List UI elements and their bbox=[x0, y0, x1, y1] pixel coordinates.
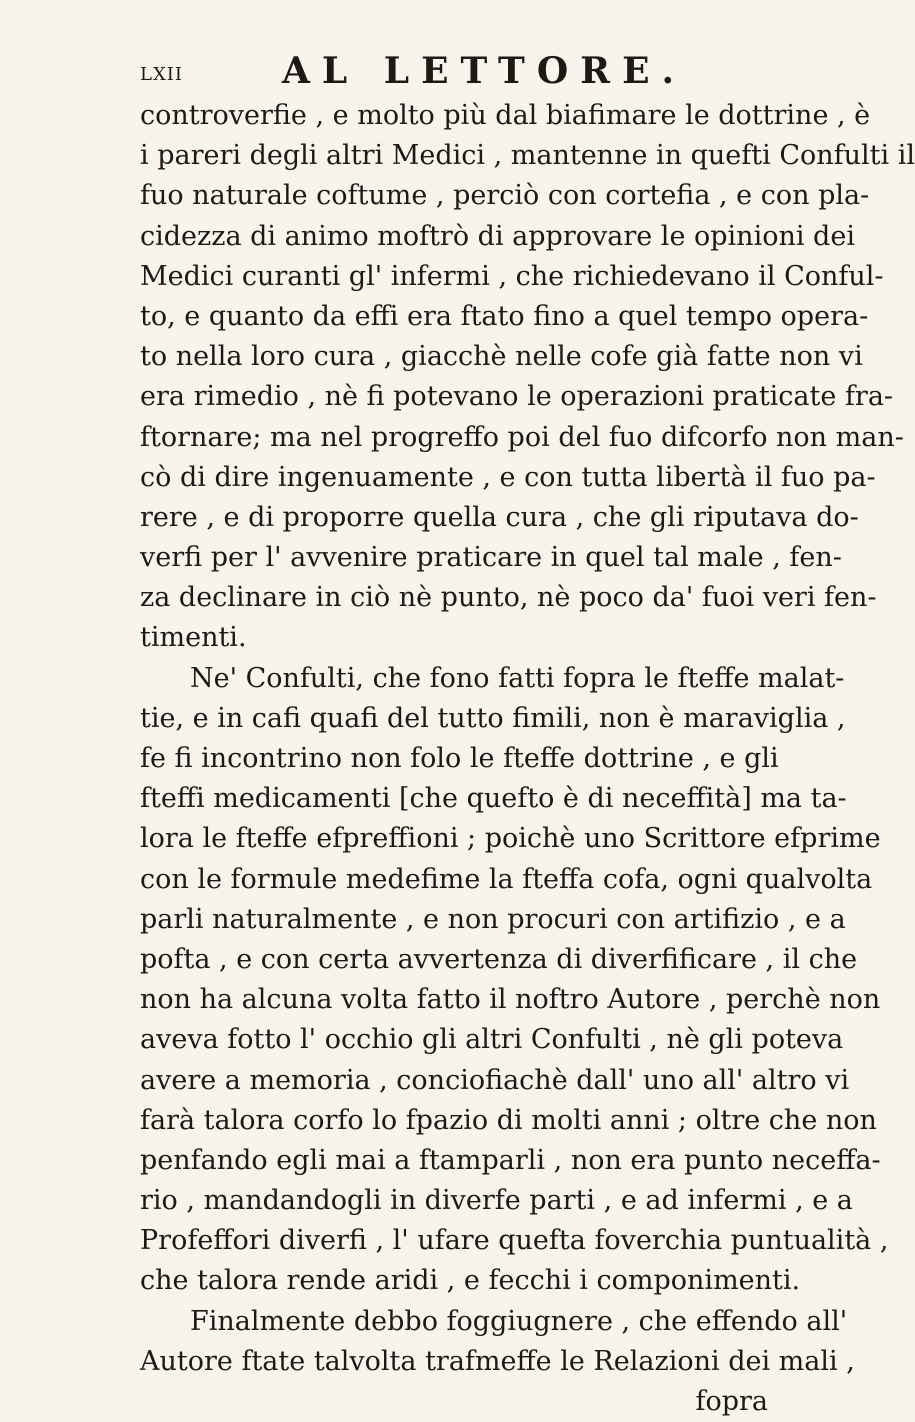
text-line: Medici curanti gl' infermi , che richiedevano il Conful- bbox=[140, 260, 884, 292]
text-line: farà talora corfo lo fpazio di molti anni ; oltre che non bbox=[140, 1104, 877, 1136]
paragraph-start: Ne' Confulti, che fono fatti fopra le fteffe malat- bbox=[190, 662, 845, 694]
text-line: to nella loro cura , giacchè nelle cofe già fatte non vi bbox=[140, 341, 863, 373]
text-line: che talora rende aridi , e fecchi i componimenti. bbox=[140, 1265, 801, 1297]
text-line: rio , mandandogli in diverfe parti , e ad infermi , e a bbox=[140, 1185, 853, 1217]
text-line: controverfie , e molto più dal biafimare le dottrine , è bbox=[140, 100, 871, 131]
paragraph-start: Finalmente debbo foggiugnere , che effendo all' bbox=[190, 1305, 848, 1337]
text-line: rere , e di proporre quella cura , che gli riputava do- bbox=[140, 501, 859, 533]
text-line: i pareri degli altri Medici , mantenne in quefti Confulti il bbox=[140, 140, 915, 172]
text-line: lora le fteffe efpreffioni ; poichè uno Scrittore efprime bbox=[140, 823, 881, 855]
text-line: parli naturalmente , e non procuri con artifizio , e a bbox=[140, 903, 846, 935]
text-line: avere a memoria , conciofiachè dall' uno all' altro vi bbox=[140, 1064, 850, 1096]
text-line: cidezza di animo moftrò di approvare le opinioni dei bbox=[140, 220, 855, 252]
text-line: Autore ftate talvolta trafmeffe le Relazioni dei mali , bbox=[140, 1345, 855, 1377]
text-line: to, e quanto da effi era ftato fino a quel tempo opera- bbox=[140, 300, 869, 332]
text-line: pofta , e con certa avvertenza di diverfificare , il che bbox=[140, 943, 858, 975]
text-line: fteffi medicamenti [che quefto è di neceffità] ma ta- bbox=[140, 783, 847, 815]
text-line: za declinare in ciò nè punto, nè poco da' fuoi veri fen- bbox=[140, 582, 877, 614]
text-line: tie, e in cafi quafi del tutto fimili, non è maraviglia , bbox=[140, 702, 846, 734]
text-line: Profeffori diverfi , l' ufare quefta foverchia puntualità , bbox=[140, 1225, 889, 1257]
text-line: penfando egli mai a ftamparli , non era punto neceffa- bbox=[140, 1144, 881, 1176]
text-line: ftornare; ma nel progreffo poi del fuo difcorfo non man- bbox=[140, 421, 904, 453]
text-line: con le formule medefime la fteffa cofa, ogni qualvolta bbox=[140, 863, 873, 895]
text-line: fe fi incontrino non folo le fteffe dottrine , e gli bbox=[140, 743, 779, 774]
text-line: cò di dire ingenuamente , e con tutta libertà il fuo pa- bbox=[140, 461, 876, 493]
text-line: fuo naturale coftume , perciò con cortefia , e con pla- bbox=[140, 180, 870, 212]
page-header bbox=[140, 44, 760, 92]
body-text bbox=[140, 96, 915, 1422]
catchword: fopra bbox=[695, 1386, 768, 1417]
text-line: era rimedio , nè fi potevano le operazioni praticate fra- bbox=[140, 381, 894, 413]
page-number: LXII bbox=[140, 64, 183, 85]
text-line: timenti. bbox=[140, 622, 247, 654]
text-line: verfi per l' avvenire praticare in quel tal male , fen- bbox=[140, 542, 842, 574]
running-head: AL LETTORE. bbox=[282, 50, 687, 92]
text-line: aveva fotto l' occhio gli altri Confulti , nè gli poteva bbox=[140, 1024, 844, 1056]
text-line: non ha alcuna volta fatto il noftro Autore , perchè non bbox=[140, 984, 881, 1016]
